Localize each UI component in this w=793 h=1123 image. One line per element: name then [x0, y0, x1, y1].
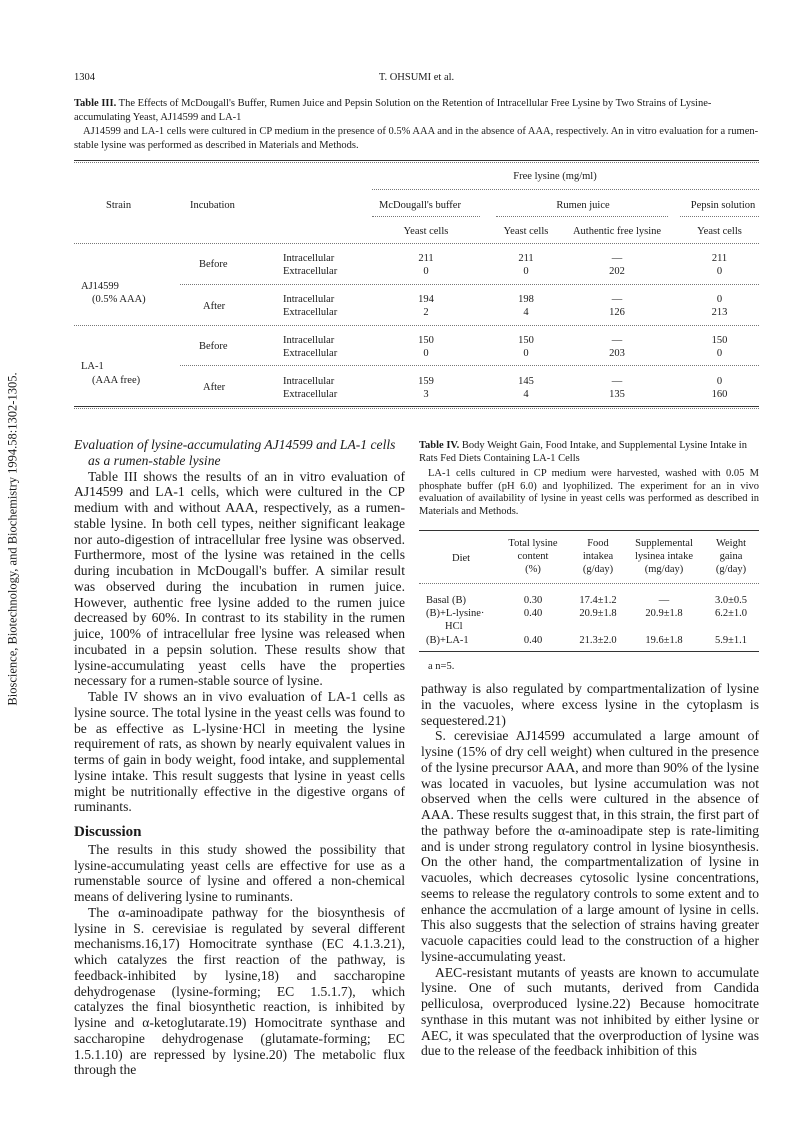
table-cell: 0.40 — [523, 635, 543, 646]
table-cell: 3 — [423, 389, 429, 400]
table-cell: 17.4±1.2 — [579, 595, 617, 606]
table-cell: 20.9±1.8 — [579, 608, 617, 619]
diet-label: (B)+LA-1 — [426, 635, 469, 646]
table-cell: 194 — [418, 294, 434, 305]
diet-label: HCl — [445, 621, 463, 632]
header-authentic: Authentic free lysine — [572, 226, 662, 237]
table-cell: 0 — [716, 294, 723, 305]
section-title: Evaluation of lysine-accumulating AJ14599 and LA-1 cells — [74, 437, 396, 452]
table4-footnote: a n=5. — [428, 661, 455, 672]
table-cell: 203 — [609, 348, 625, 359]
table-cell: 135 — [609, 389, 625, 400]
table-cell: — — [611, 294, 623, 305]
fraction-label: Intracellular — [283, 335, 335, 346]
rule — [74, 162, 759, 163]
header-supp: lysinea intake — [634, 551, 694, 562]
paragraph: Table IV shows an in vivo evaluation of LA-1 cells as lysine source. The total lysine in the yeast cells was found to be as effective as L-lysine·HCl in meeting the lysine requirement of rats, as shown by nearly equivalent values in terms of gain in body weight, food intake, and supplemental lysine intake. This result suggests that lysine in yeast cells might be nutritionally effective in the digestive organs of ruminants. — [74, 689, 405, 815]
header-food: Food — [587, 538, 609, 549]
table-cell: 202 — [609, 266, 625, 277]
header-weight: gaina — [719, 551, 743, 562]
table-cell: 0 — [716, 266, 723, 277]
paragraph: S. cerevisiae AJ14599 accumulated a large amount of lysine (15% of dry cell weight) when cultured in the presence of the lysine precursor AAA, and more than 90% of the lysine was located in vacuoles, but lysine accumulation was not observed when the cells were cultured in the absence of AAA. These results suggest that, in this strain, the first part of the pathway before the α-aminoadipate step is rate-limiting and is under strong regulatory control in lysine biosynthesis. On the other hand, the compartmentalization of lysine in vacuoles, which decreases cytosolic lysine concentrations, seems to release the regulatory controls to some extent and to enhance the accmulation of a large amount of lysine in cells. This also suggests that the selection of strains having greater vacuole capacities could lead to the construction of a higher lysine-accumulating yeast. — [421, 728, 759, 964]
header-diet: Diet — [452, 553, 471, 564]
table-cell: 150 — [418, 335, 434, 346]
table4-title: Body Weight Gain, Food Intake, and Supplemental Lysine Intake in Rats Fed Diets Containing LA-1 Cells — [419, 440, 747, 464]
rule — [74, 406, 759, 407]
header-mcdougall: McDougall's buffer — [379, 200, 461, 211]
table-cell: 3.0±0.5 — [714, 595, 747, 606]
table-cell: 0 — [716, 348, 723, 359]
left-column — [74, 437, 405, 1078]
table-cell: 0 — [523, 266, 529, 277]
header-yeast-cells: Yeast cells — [503, 226, 549, 237]
section-title: as a rumen-stable lysine — [88, 452, 221, 468]
header-pepsin: Pepsin solution — [690, 200, 756, 211]
paragraph: The results in this study showed the possibility that lysine-accumulating yeast cells are effective for use as a rumenstable source of lysine and offered a non-chemical means of delivering lysine to ruminants. — [74, 841, 405, 904]
rule — [372, 216, 480, 217]
table-cell: 21.3±2.0 — [579, 635, 617, 646]
fraction-label: Intracellular — [283, 376, 335, 387]
table-cell: — — [611, 335, 623, 346]
rule — [74, 325, 759, 326]
incubation-label: After — [203, 382, 226, 393]
table-cell: 20.9±1.8 — [645, 608, 683, 619]
rule — [180, 284, 759, 285]
diet-label: (B)+L-lysine· — [426, 608, 485, 619]
table-cell: 150 — [711, 335, 728, 346]
table-cell: 19.6±1.8 — [645, 635, 683, 646]
header-weight: (g/day) — [715, 564, 747, 575]
running-header — [74, 72, 759, 86]
header-strain: Strain — [106, 200, 132, 211]
fraction-label: Extracellular — [283, 389, 338, 400]
fraction-label: Intracellular — [283, 253, 335, 264]
incubation-label: Before — [199, 259, 228, 270]
header-free-lysine: Free lysine (mg/ml) — [513, 171, 597, 182]
paragraph: pathway is also regulated by compartmentalization of lysine in the vacuoles, where excess lysine in the cytoplasm is sequestered.21) — [421, 681, 759, 728]
rule — [74, 408, 759, 409]
incubation-label: Before — [199, 341, 228, 352]
rule — [74, 243, 759, 244]
table-cell: 2 — [423, 307, 429, 318]
rule — [419, 530, 759, 531]
table-cell: 0 — [423, 266, 429, 277]
paragraph: AEC-resistant mutants of yeasts are known to accumulate lysine. One of such mutants, derived from Candida pelliculosa, overproduced lysine.22) Because homocitrate synthase in this mutant was not inhibited by either lysine or AEC, it was speculated that the overproduction of lysine was due to the release of the feedback inhibition of this — [421, 964, 759, 1059]
rule — [372, 189, 759, 190]
table4-caption — [419, 440, 759, 465]
fraction-label: Extracellular — [283, 266, 338, 277]
table-cell: 198 — [518, 294, 534, 305]
header-supp: (mg/day) — [644, 564, 684, 575]
rule — [419, 651, 759, 652]
table-cell: 5.9±1.1 — [714, 635, 747, 646]
header-yeast-cells: Yeast cells — [697, 226, 742, 237]
table-cell: 4 — [523, 389, 529, 400]
table-cell: 160 — [711, 389, 728, 400]
table-cell: 126 — [609, 307, 625, 318]
fraction-label: Extracellular — [283, 348, 338, 359]
table-cell: 6.2±1.0 — [714, 608, 747, 619]
rule — [419, 583, 759, 584]
header-supp: Supplemental — [635, 538, 693, 549]
table-cell: 150 — [518, 335, 534, 346]
table-cell: — — [611, 253, 623, 264]
discussion-heading: Discussion — [74, 824, 142, 840]
rule — [74, 160, 759, 161]
strain-condition: (AAA free) — [92, 375, 141, 386]
sidebar-citation: Bioscience, Biotechnology, and Biochemistry 1994.58:1302-1305. — [5, 372, 20, 706]
table-cell: — — [658, 595, 670, 606]
incubation-label: After — [203, 301, 226, 312]
header-yeast-cells: Yeast cells — [403, 226, 449, 237]
table-cell: 213 — [711, 307, 728, 318]
table-cell: 0.30 — [523, 595, 543, 606]
running-head: T. OHSUMI et al. — [378, 72, 455, 83]
paragraph: Table III shows the results of an in vitro evaluation of AJ14599 and LA-1 cells, which were cultured in the CP medium with and without AAA, respectively, as a rumen-stable lysine. In both cell types, neither significant leakage nor auto-digestion of intracellular free lysine was observed. Furthermore, most of the lysine was retained in the cells during incubation in McDougall's buffer. A similar result was observed during the incubation in rumen juice. However, authentic free lysine added to the rumen juice decreased by 60%. In contrast to its stability in the rumen juice, 100% of intracellular free lysine was released when incubated in a pepsin solution. These results show that lysine-accumulating yeast cells have the properties necessary for a rumen-stable source of lysine. — [74, 468, 405, 689]
table-cell: 0 — [716, 376, 723, 387]
table3-caption — [74, 97, 759, 124]
page-number: 1304 — [74, 72, 95, 83]
header-total: Total lysine — [508, 538, 558, 549]
header-total: (%) — [525, 564, 541, 575]
header-total: content — [517, 551, 549, 562]
paragraph: The α-aminoadipate pathway for the biosynthesis of lysine in S. cerevisiae is regulated by several different mechanisms.16,17) Homocitrate synthase (EC 4.1.3.21), which catalyzes the first reaction of the pathway, is feedback-inhibited by lysine,18) and saccharopine dehydrogenase (lysine-forming; EC 1.5.1.7), which catalyzes the final biosynthetic reaction, is inhibited by lysine and α-ketoglutarate.19) Homocitrate synthase and saccharopine dehydrogenase (glutamate-forming; EC 1.5.1.10) are repressed by lysine.20) The metabolic flux through the — [74, 904, 405, 1078]
strain-name: LA-1 — [81, 361, 104, 372]
table-cell: 159 — [418, 376, 434, 387]
table-cell: 0 — [523, 348, 529, 359]
table3-title: The Effects of McDougall's Buffer, Rumen Juice and Pepsin Solution on the Retention of Intracellular Free Lysine by Two Strains of Lysine-accumulating Yeast, AJ14599 and LA-1 — [74, 98, 712, 123]
table4-label: Table IV. — [419, 440, 460, 451]
header-food: intakea — [582, 551, 614, 562]
header-weight: Weight — [715, 538, 747, 549]
table-cell: 0 — [423, 348, 429, 359]
table-cell: 211 — [711, 253, 728, 264]
header-rumen: Rumen juice — [556, 200, 610, 211]
table3-note: AJ14599 and LA-1 cells were cultured in CP medium in the presence of 0.5% AAA and in the absence of AAA, respectively. An in vitro evaluation for a rumen-stable lysine was performed as described in Materials and Methods. — [74, 126, 759, 151]
fraction-label: Extracellular — [283, 307, 338, 318]
header-food: (g/day) — [582, 564, 614, 575]
table3-label: Table III. — [74, 98, 117, 109]
strain-condition: (0.5% AAA) — [92, 294, 146, 305]
table4-note: LA-1 cells cultured in CP medium were harvested, washed with 0.05 M phosphate buffer (pH 6.0) and lyophilized. The experiment for an in vivo evaluation of availability of lysine in yeast cells was performed as described in Materials and Methods. — [419, 468, 759, 517]
fraction-label: Intracellular — [283, 294, 335, 305]
right-column — [421, 681, 759, 1059]
rule — [180, 365, 759, 366]
table-cell: 0.40 — [523, 608, 543, 619]
table-cell: 211 — [418, 253, 434, 264]
rule — [680, 216, 759, 217]
header-incubation: Incubation — [190, 200, 235, 211]
diet-label: Basal (B) — [426, 595, 466, 606]
table-cell: — — [611, 376, 623, 387]
rule — [496, 216, 668, 217]
table-cell: 145 — [518, 376, 534, 387]
table-cell: 211 — [518, 253, 534, 264]
table-cell: 4 — [523, 307, 529, 318]
strain-name: AJ14599 — [81, 281, 119, 292]
